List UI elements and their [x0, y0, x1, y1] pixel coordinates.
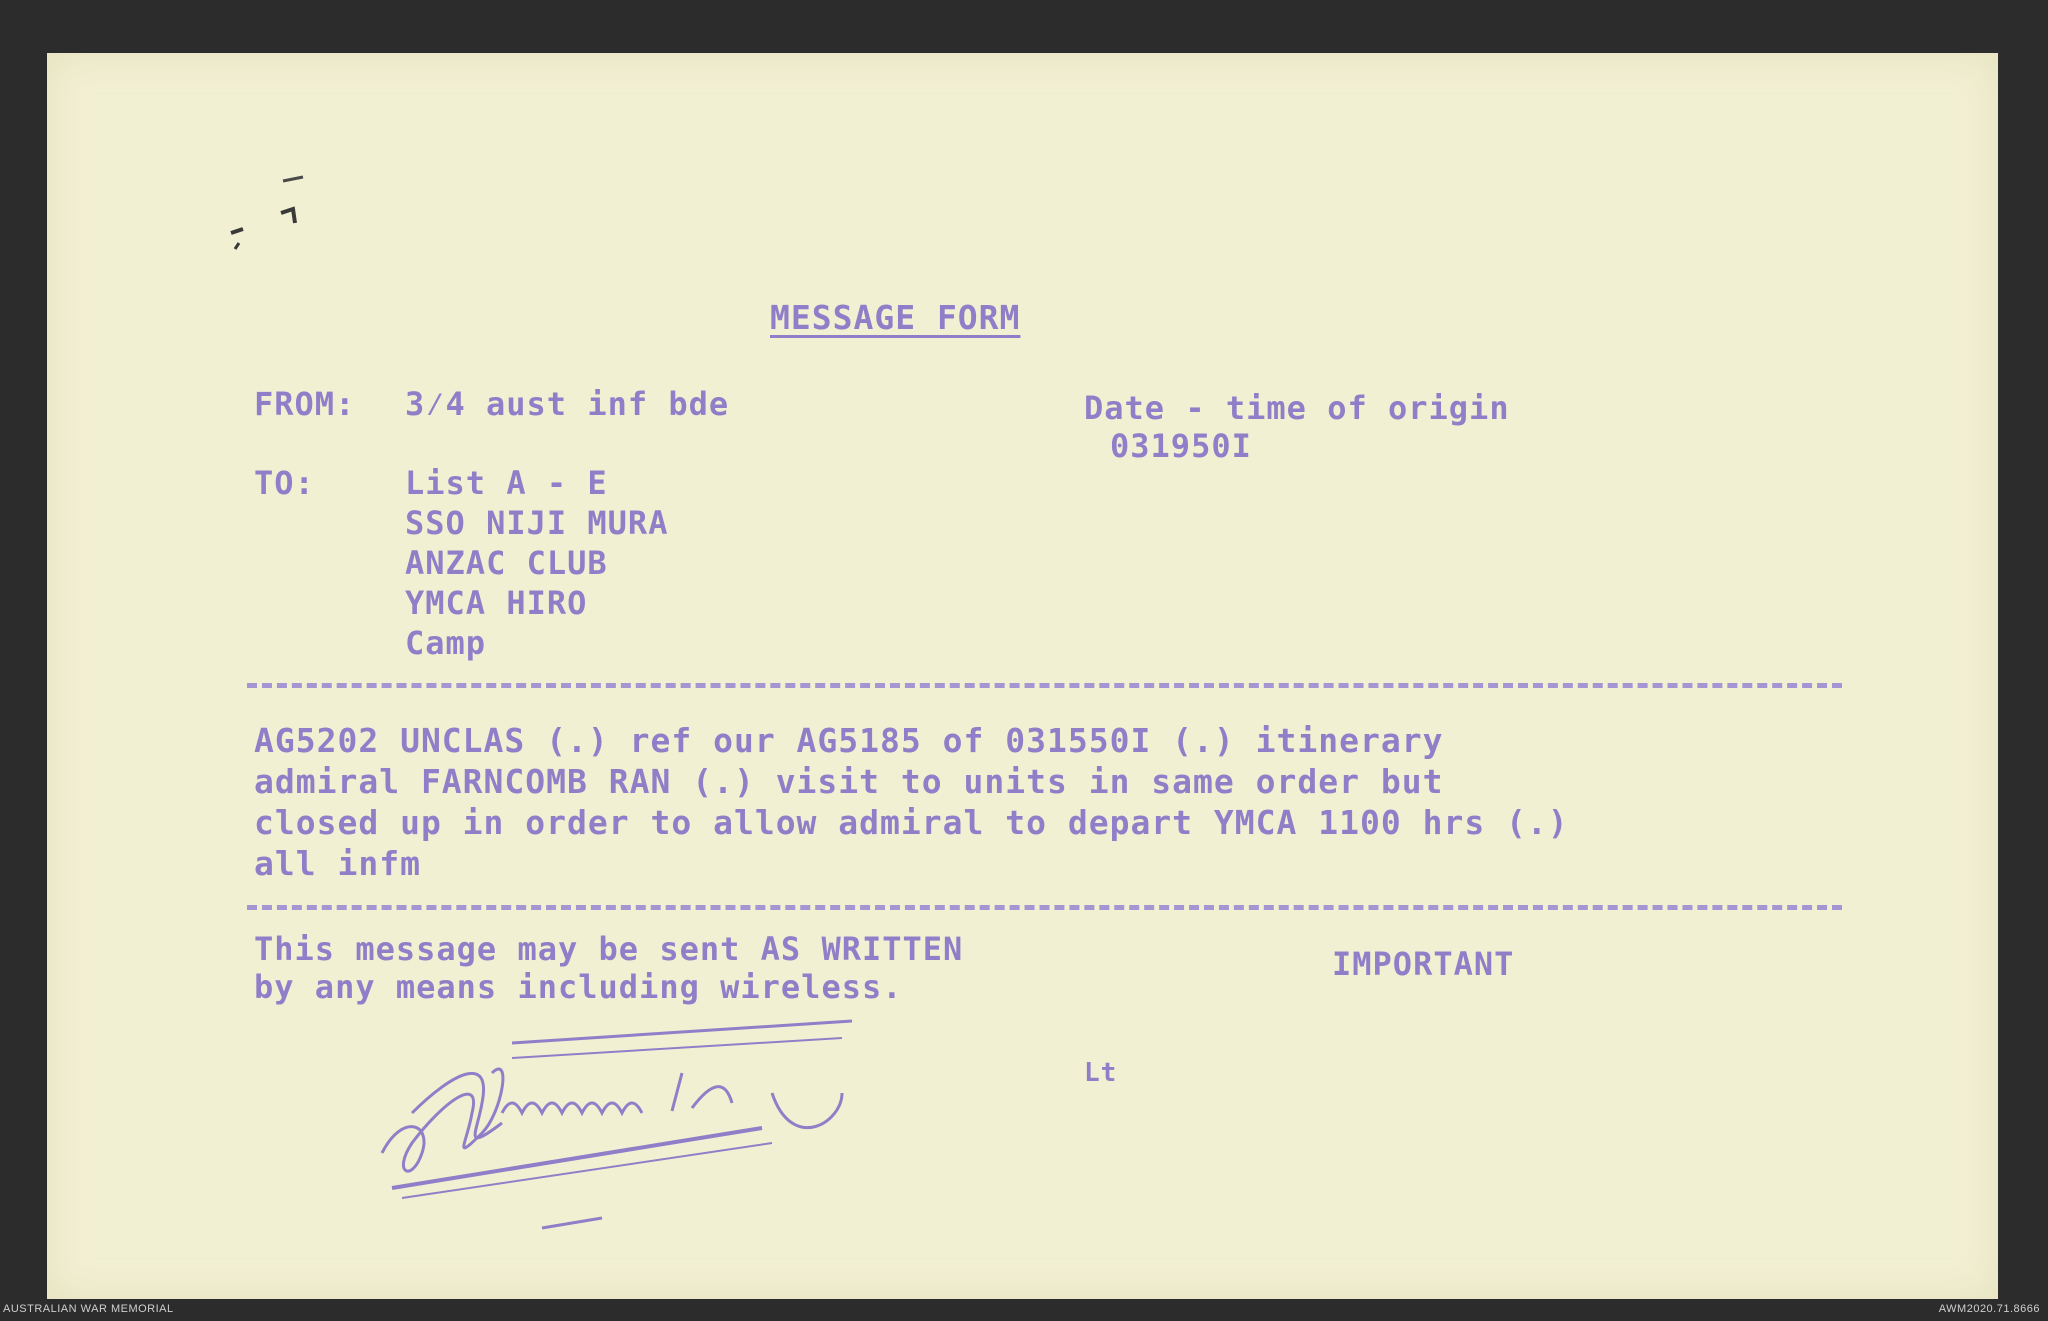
message-body-line: all infm [254, 844, 421, 883]
priority-label: IMPORTANT [1332, 945, 1515, 983]
pencil-marks [223, 173, 313, 270]
message-body-line: closed up in order to allow admiral to depart YMCA 1100 hrs (.) [254, 803, 1569, 842]
form-title: MESSAGE FORM [770, 298, 1021, 337]
date-time-value: 031950I [1110, 427, 1252, 465]
to-recipient: ANZAC CLUB [405, 544, 608, 582]
to-recipient: YMCA HIRO [405, 584, 588, 622]
to-label: TO: [254, 464, 315, 502]
transmission-note-line: by any means including wireless. [254, 968, 903, 1006]
signatory-rank: Lt [1084, 1058, 1118, 1088]
to-recipient: Camp [405, 624, 487, 662]
handwritten-signature [372, 1013, 892, 1238]
pencil-marks-graphic [223, 173, 313, 263]
date-time-label: Date - time of origin [1084, 389, 1510, 427]
from-value: 3⁄4 aust inf bde [405, 385, 730, 423]
from-label: FROM: [254, 385, 356, 423]
transmission-note-line: This message may be sent AS WRITTEN [254, 930, 964, 968]
archive-institution: AUSTRALIAN WAR MEMORIAL [3, 1303, 174, 1315]
message-form-paper [47, 53, 1998, 1299]
dashed-divider-top [247, 683, 1842, 688]
to-recipient: List A - E [405, 464, 608, 502]
dashed-divider-bottom [247, 905, 1842, 910]
message-body-line: AG5202 UNCLAS (.) ref our AG5185 of 031550I (.) itinerary [254, 721, 1444, 760]
signature-graphic [372, 1013, 892, 1233]
archive-reference: AWM2020.71.8666 [1938, 1303, 2040, 1315]
to-recipient: SSO NIJI MURA [405, 504, 669, 542]
message-body-line: admiral FARNCOMB RAN (.) visit to units in same order but [254, 762, 1444, 801]
